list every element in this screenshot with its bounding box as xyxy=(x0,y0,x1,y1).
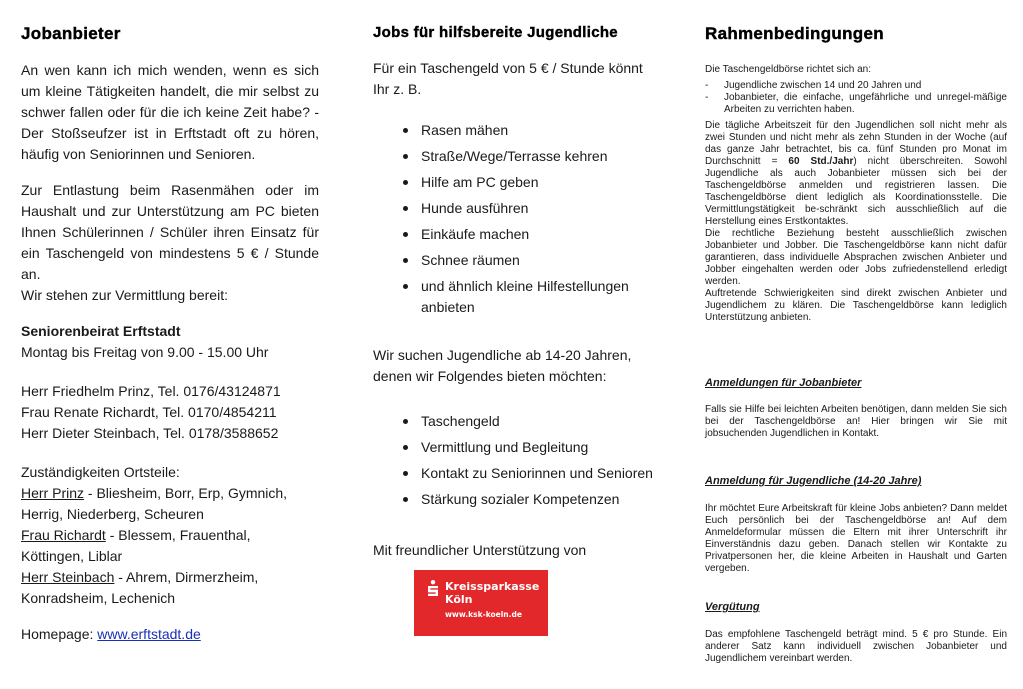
district-entry xyxy=(21,525,306,567)
district-person: Herr Prinz xyxy=(21,485,85,501)
district-areas: - Bliesheim, Borr, Erp, Gymnich, Herrig, Niederberg, Scheuren xyxy=(21,485,288,522)
employer-registration-heading: Anmeldungen für Jobanbieter xyxy=(705,377,862,389)
bullet-icon xyxy=(403,232,408,237)
job-item: Straße/Wege/Terrasse kehren xyxy=(373,146,653,167)
job-item: Einkäufe machen xyxy=(373,224,653,245)
district-entry xyxy=(21,567,306,609)
issues-paragraph: Auftretende Schwierigkeiten sind direkt zwischen Anbieter und Jugendlichem zu klären. Die Taschengeldbörse kann lediglich Unterstützung anbieten. xyxy=(705,288,1007,323)
youth-registration-text: Ihr möchtet Eure Arbeitskraft für kleine Jobs anbieten? Dann meldet Euch persönlich bei der Taschengeldbörse an! Auf dem Anmeldeformular müssen die Eltern mit ihrer Unterschrift ihr Einverständnis dazu geben. Danach stellen wir Kontakte zu Privatpersonen her, die kleine Arbeiten in Haushalt und Garten vergeben. xyxy=(705,503,1007,574)
section-title-jobanbieter: Jobanbieter xyxy=(21,24,121,43)
bullet-icon xyxy=(403,471,408,476)
target-list xyxy=(705,80,1007,116)
district-entry xyxy=(21,483,306,525)
contact-item: Frau Renate Richardt, Tel. 0170/4854211 xyxy=(21,404,277,420)
job-item: Hilfe am PC geben xyxy=(373,172,653,193)
ready-text: Wir stehen zur Vermittlung bereit: xyxy=(21,287,228,303)
job-item: Schnee räumen xyxy=(373,250,653,271)
contact-item: Herr Friedhelm Prinz, Tel. 0176/43124871 xyxy=(21,383,281,399)
support-text: Mit freundlicher Unterstützung von xyxy=(373,542,587,558)
section-title-rahmenbedingungen: Rahmenbedingungen xyxy=(705,24,884,43)
job-item: Hunde ausführen xyxy=(373,198,653,219)
homepage-link[interactable]: www.erftstadt.de xyxy=(97,626,201,642)
target-item: - Jobanbieter, die einfache, ungefährliche und unregel-mäßige Arbeiten zu verrichten haben. xyxy=(705,92,1007,115)
sponsor-logo-kreissparkasse xyxy=(414,570,548,636)
bullet-icon xyxy=(403,419,408,424)
job-item: Rasen mähen xyxy=(373,120,653,141)
district-areas: - Ahrem, Dirmerzheim, Konradsheim, Lechenich xyxy=(21,569,259,606)
dash-icon: - xyxy=(705,80,709,91)
target-intro: Die Taschengeldbörse richtet sich an: xyxy=(705,64,872,75)
districts-label: Zuständigkeiten Ortsteile: xyxy=(21,464,180,480)
dash-icon: - xyxy=(705,92,709,103)
job-item: und ähnlich kleine Hilfestellungen anbieten xyxy=(373,276,653,318)
legal-paragraph: Die rechtliche Beziehung besteht ausschließlich zwischen Jobanbieter und Jobber. Die Taschengeldbörse kann nicht dafür garantieren, dass individuelle Absprachen zwischen Anbieter und Jobber eingehalten werden oder Jobs zufriedenstellend erledigt werden. xyxy=(705,228,1007,287)
offer-item: Stärkung sozialer Kompetenzen xyxy=(373,489,673,510)
pay-text: Das empfohlene Taschengeld beträgt mind. 5 € pro Stunde. Ein anderer Satz kann individuell zwischen Jobanbieter und Jugendlichem vereinbart werden. xyxy=(705,629,1007,664)
target-item: - Jugendliche zwischen 14 und 20 Jahren und xyxy=(705,80,922,91)
contact-item: Herr Dieter Steinbach, Tel. 0178/3588652 xyxy=(21,425,279,441)
pay-heading: Vergütung xyxy=(705,601,760,613)
seeking-paragraph: Wir suchen Jugendliche ab 14-20 Jahren, denen wir Folgendes bieten möchten: xyxy=(373,347,632,384)
sponsor-name-line1: Kreissparkasse xyxy=(445,580,540,593)
district-person: Herr Steinbach xyxy=(21,569,115,585)
sparkasse-s-icon xyxy=(427,580,439,598)
hours-limit: 60 Std./Jahr xyxy=(788,156,854,167)
conditions-body xyxy=(705,64,1007,324)
bullet-icon xyxy=(403,497,408,502)
relief-paragraph: Zur Entlastung beim Rasenmähen oder im Haushalt und zur Unterstützung am PC bieten Ihnen Schülerinnen / Schüler ihren Einsatz für ein Taschengeld von mindestens 5 € / Stunde an. xyxy=(21,182,319,282)
offer-item: Kontakt zu Seniorinnen und Senioren xyxy=(373,463,673,484)
sponsor-url: www.ksk-koeln.de xyxy=(445,610,522,619)
bullet-icon xyxy=(403,258,408,263)
jobs-list xyxy=(373,120,653,323)
worktime-paragraph: Die tägliche Arbeitszeit für den Jugendlichen soll nicht mehr als zwei Stunden und nicht mehr als zehn Stunden in der Woche (auf das ganze Jahr betrachtet, bis ca. fünf Stunden pro Monat im Durchschnitt = 60 Std./Jahr) nicht überschreiten. Sowohl Jugendliche als auch Jobanbieter müssen sich bei der Taschengeldbörse anmelden und registrieren lassen. Die Taschengeldbörse dient lediglich als Koordinationsstelle. Die Vermittlungstätigkeit be-schränkt sich ausschließlich auf die Herstellung eines Erstkontaktes. xyxy=(705,120,1007,227)
offer-item: Taschengeld xyxy=(373,411,673,432)
bullet-icon xyxy=(403,128,408,133)
bullet-icon xyxy=(403,180,408,185)
bullet-icon xyxy=(403,206,408,211)
office-hours: Montag bis Freitag von 9.00 - 15.00 Uhr xyxy=(21,344,269,360)
bullet-icon xyxy=(403,445,408,450)
offer-item: Vermittlung und Begleitung xyxy=(373,437,673,458)
district-areas: - Blessem, Frauenthal, Köttingen, Liblar xyxy=(21,527,251,564)
bullet-icon xyxy=(403,284,408,289)
sponsor-name-line2: Köln xyxy=(445,593,473,606)
contact-list xyxy=(21,381,319,444)
district-person: Frau Richardt xyxy=(21,527,106,543)
homepage-label: Homepage: xyxy=(21,626,98,642)
bullet-icon xyxy=(403,154,408,159)
employer-registration-text: Falls sie Hilfe bei leichten Arbeiten benötigen, dann melden Sie sich bei der Taschengeldbörse an! Hier bringen wir Sie mit jobsuchenden Jugendlichen in Kontakt. xyxy=(705,404,1007,439)
youth-registration-heading: Anmeldung für Jugendliche (14-20 Jahre) xyxy=(705,475,922,487)
districts-list xyxy=(21,483,306,609)
offers-list xyxy=(373,411,673,515)
org-name: Seniorenbeirat Erftstadt xyxy=(21,323,181,339)
jobs-intro: Für ein Taschengeld von 5 € / Stunde könnt Ihr z. B. xyxy=(373,60,643,97)
homepage-line xyxy=(21,624,319,645)
section-title-jobs: Jobs für hilfsbereite Jugendliche xyxy=(373,24,618,41)
intro-paragraph: An wen kann ich mich wenden, wenn es sich um kleine Tätigkeiten handelt, die mir selbst zu schwer fallen oder für die ich keine Zeit habe? - Der Stoßseufzer ist in Erftstadt oft zu hören, häufig von Seniorinnen und Senioren. xyxy=(21,62,319,162)
